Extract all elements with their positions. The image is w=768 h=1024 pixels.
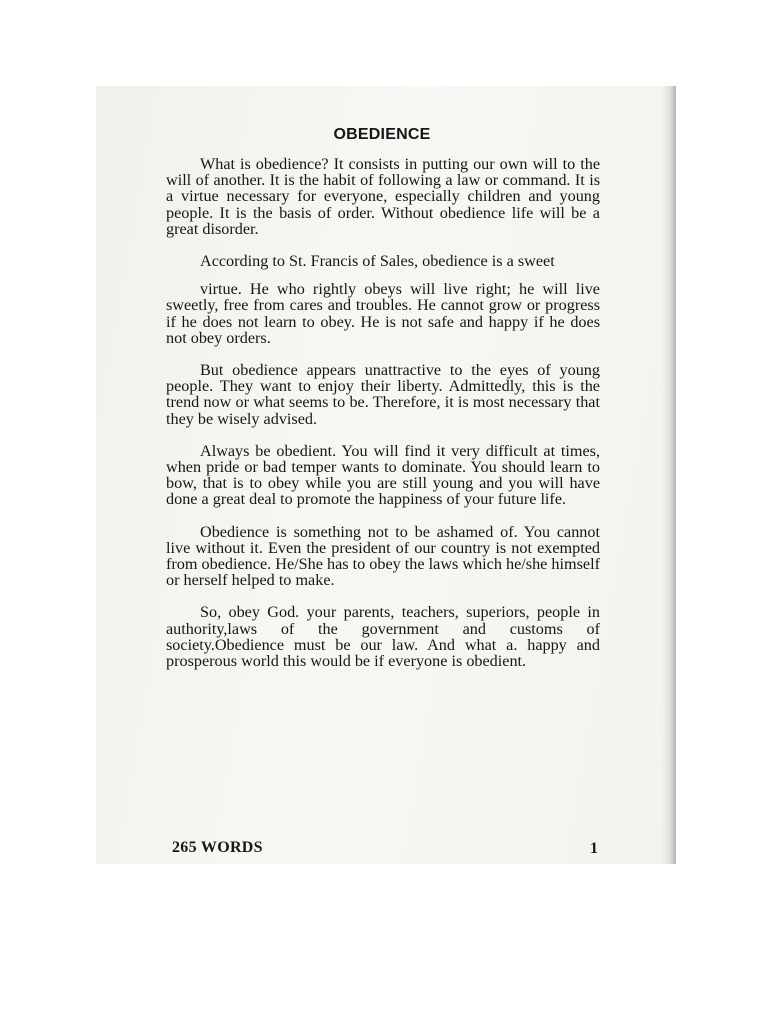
page-number: 1 bbox=[590, 840, 598, 857]
paragraph: Obedience is something not to be ashamed of. You cannot live without it. Even the president of our country is not exempted from obedience. He/She has to obey the laws which he/she himself or herself helped to make. bbox=[166, 522, 600, 590]
paragraph: virtue. He who rightly obeys will live right; he will live sweetly, free from cares and troubles. He cannot grow or progress if he does not learn to obey. He is not safe and happy if he does not obey orders. bbox=[166, 280, 600, 347]
paragraph: According to St. Francis of Sales, obedience is a sweet bbox=[200, 252, 555, 271]
paragraph: What is obedience? It consists in putting our own will to the will of another. It is the habit of following a law or command. It is a virtue necessary for everyone, especially children and young people. It is the basis of order. Without obedience life will be a great disorder. bbox=[166, 155, 600, 238]
word-count: 265 WORDS bbox=[172, 839, 263, 856]
paragraph: So, obey God. your parents, teachers, superiors, people in authority,laws of the government and customs of society.Obedience must be our law. And what a. happy and prosperous world this would be if everyone is obedient. bbox=[166, 603, 600, 671]
document-title: OBEDIENCE bbox=[333, 125, 431, 143]
document-body bbox=[166, 156, 600, 685]
paragraph: But obedience appears unattractive to the eyes of young people. They want to enjoy their liberty. Admittedly, this is the trend now or what seems to be. Therefore, it is most necessary that they be wisely advised. bbox=[166, 361, 600, 428]
paragraph: Always be obedient. You will find it very difficult at times, when pride or bad temper wants to dominate. You should learn to bow, that is to obey while you are still young and you will have done a great deal to promote the happiness of your future life. bbox=[166, 441, 600, 509]
